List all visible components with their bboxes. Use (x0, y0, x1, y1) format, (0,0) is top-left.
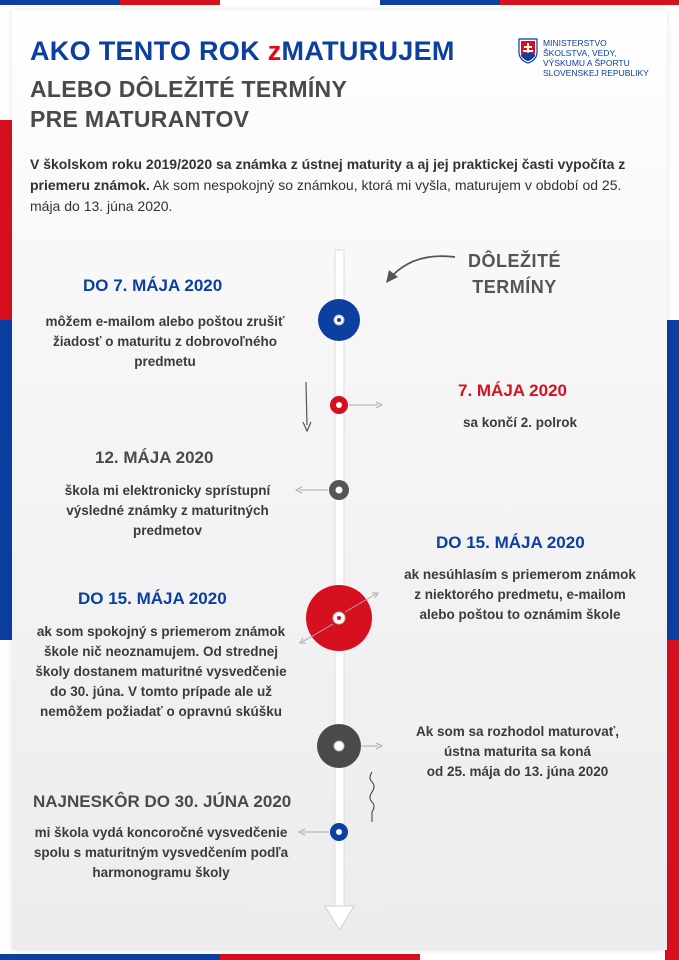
event-4-text: ak nesúhlasím s priemerom známok z niektorého predmetu, e-mailom alebo poštou to oznámim škole (404, 567, 636, 622)
event-1-date: DO 7. MÁJA 2020 (83, 276, 223, 295)
event-1-text: môžem e-mailom alebo poštou zrušiť žiadosť o maturitu z dobrovoľného predmetu (45, 314, 285, 369)
event-7-date: NAJNESKÔR DO 30. JÚNA 2020 (33, 792, 292, 811)
event-7-text: mi škola vydá koncoročné vysvedčenie spolu s maturitným vysvedčením podľa harmonogramu školy (33, 825, 289, 880)
event-3-text: škola mi elektronicky sprístupní výsledné známky z maturitných predmetov (64, 483, 271, 538)
event-6-text: Ak som sa rozhodol maturovať, ústna maturita sa koná od 25. mája do 13. júna 2020 (415, 724, 619, 779)
page-subtitle-line2: PRE MATURANTOV (30, 106, 250, 132)
event-2-date: 7. MÁJA 2020 (458, 381, 567, 400)
curved-arrow-icon (392, 256, 455, 276)
event-3-date: 12. MÁJA 2020 (95, 448, 214, 467)
down-arrow-icon (306, 382, 307, 425)
page-subtitle-line1: ALEBO DÔLEŽITÉ TERMÍNY (30, 76, 348, 102)
event-5-date: DO 15. MÁJA 2020 (78, 589, 227, 608)
important-dates-label: DÔLEŽITÉ TERMÍNY (468, 251, 561, 297)
timeline-axis (335, 250, 344, 908)
intro-paragraph: V školskom roku 2019/2020 sa známka z ústnej maturity a aj jej praktickej časti vypočíta z priemeru známok. Ak som nespokojný so známkou, ktorá mi vyšla, maturujem v období od 25. mája do 13. júna 2020. (30, 156, 626, 214)
page-title: AKO TENTO ROK zMATURUJEM (30, 36, 455, 66)
event-5-text: ak som spokojný s priemerom známok škole nič neoznamujem. Od strednej školy dostanem maturitné vysvedčenie do 30. júna. V tomto prípade ale už nemôžem požiadať o opravnú skúšku (35, 624, 287, 719)
squiggle-arrow-icon (370, 772, 374, 822)
event-4-date: DO 15. MÁJA 2020 (436, 533, 585, 552)
event-2-text: sa končí 2. polrok (462, 415, 578, 430)
timeline-arrowhead (325, 906, 354, 930)
ministry-name: MINISTERSTVO ŠKOLSTVA, VEDY, VÝSKUMU A ŠPORTU SLOVENSKEJ REPUBLIKY (543, 38, 649, 78)
